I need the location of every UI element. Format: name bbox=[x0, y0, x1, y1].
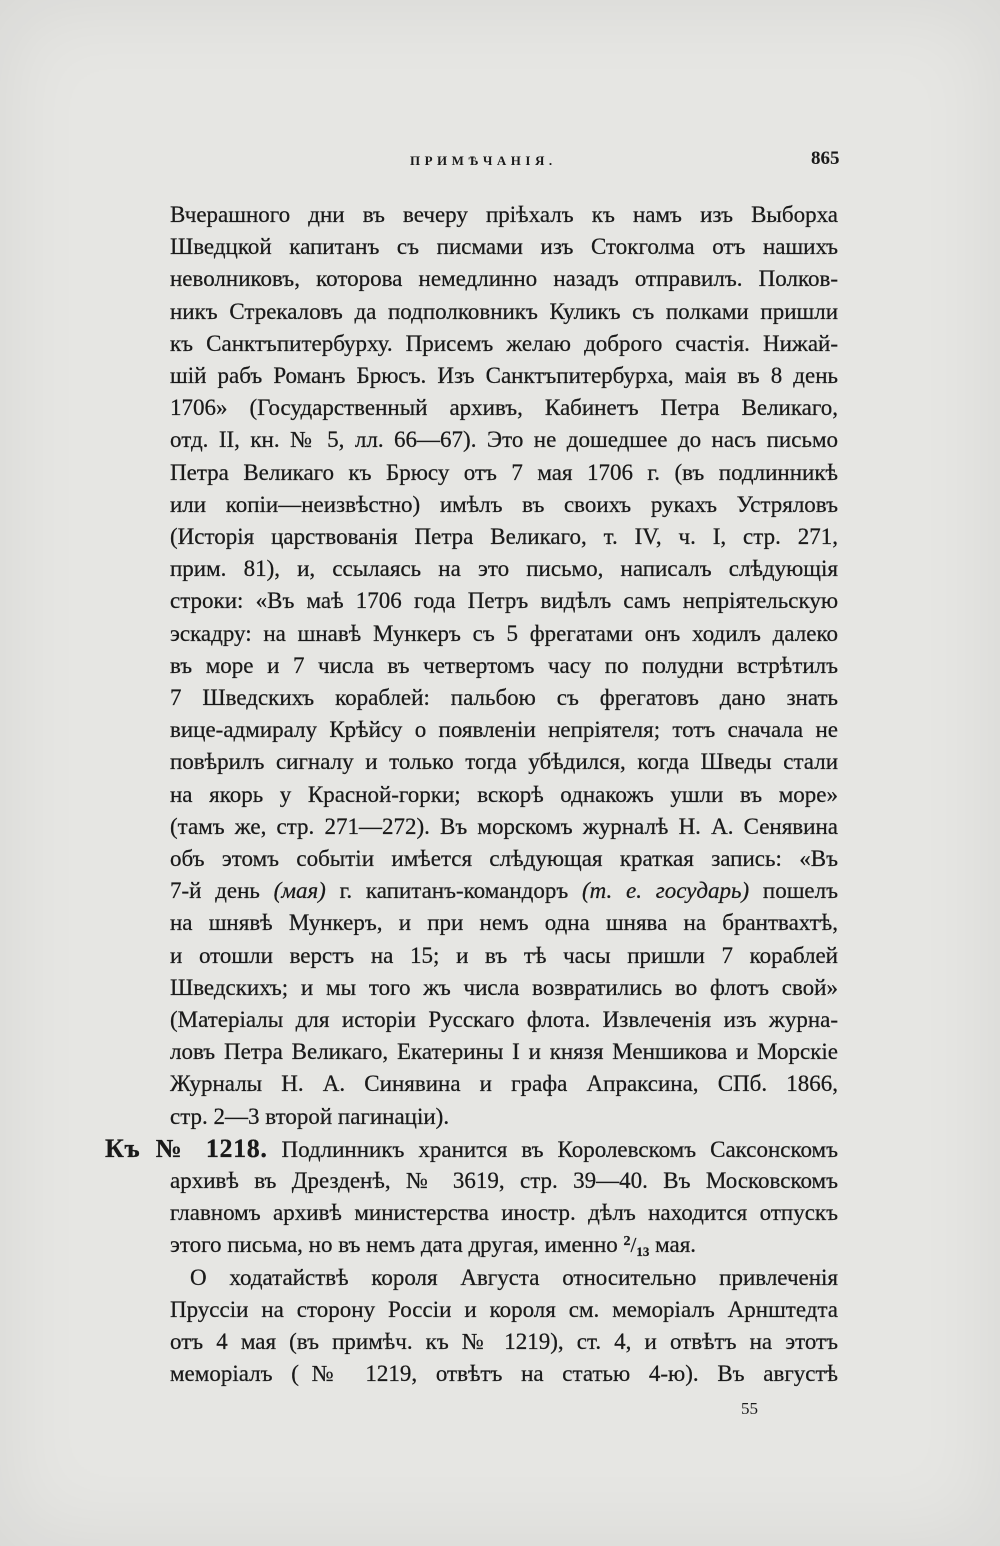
text-line bbox=[170, 843, 838, 875]
italic-text: (т. е. государь) bbox=[582, 878, 750, 904]
text-line bbox=[170, 972, 838, 1004]
line-text: (тамъ же, стр. 271—272). Въ морскомъ журналѣ Н. А. Сенявина bbox=[170, 813, 838, 839]
page-number: 865 bbox=[811, 148, 840, 169]
signature-mark: 55 bbox=[741, 1399, 758, 1418]
text-line bbox=[170, 1294, 838, 1326]
line-text: или копіи—неизвѣстно) имѣлъ въ своихъ рукахъ Устряловъ bbox=[170, 491, 838, 517]
line-text: вице-адмиралу Крѣйсу о появленіи непріятеля; тотъ сначала не bbox=[170, 717, 838, 743]
text-line bbox=[170, 457, 838, 489]
line-text: Шведскихъ; и мы того жъ числа возвратились во флотъ свой» bbox=[170, 974, 838, 1000]
text-line bbox=[170, 1068, 838, 1100]
line-text: главномъ архивѣ министерства иностр. дѣлъ находится отпускъ bbox=[170, 1200, 838, 1226]
text-line bbox=[170, 1101, 838, 1133]
line-text: строки: «Въ маѣ 1706 года Петръ видѣлъ самъ непріятельскую bbox=[170, 588, 838, 614]
text-line bbox=[170, 1165, 838, 1197]
text-line bbox=[170, 263, 838, 295]
text-line bbox=[170, 521, 838, 553]
line-text: неволниковъ, которова немедлинно назадъ отправилъ. Полков- bbox=[170, 266, 838, 292]
line-text: 1706» (Государственный архивъ, Кабинетъ Петра Великаго, bbox=[170, 395, 838, 421]
text-line bbox=[170, 199, 838, 231]
text-line bbox=[170, 714, 838, 746]
line-text: Подлинникъ хранится въ Королевскомъ Саксонскомъ bbox=[281, 1136, 838, 1162]
line-text: О ходатайствѣ короля Августа относительно привлеченія bbox=[190, 1264, 838, 1290]
line-text: прим. 81), и, ссылаясь на это письмо, написалъ слѣдующія bbox=[170, 556, 838, 582]
text-line bbox=[170, 875, 838, 907]
line-text: на шнявѣ Мункеръ, и при немъ одна шнява на брантвахтѣ, bbox=[170, 910, 838, 936]
text-line bbox=[170, 1004, 838, 1036]
line-text: архивѣ въ Дрезденѣ, № 3619, стр. 39—40. Въ Московскомъ bbox=[170, 1168, 838, 1193]
line-text: Журналы Н. А. Синявина и графа Апраксина, СПб. 1866, bbox=[170, 1071, 838, 1097]
fraction-numerator: 2 bbox=[623, 1234, 631, 1250]
line-text: мая. bbox=[649, 1232, 697, 1258]
line-text: никъ Стрекаловъ да подполковникъ Куликъ съ полками пришли bbox=[170, 298, 838, 324]
text-line bbox=[170, 779, 838, 811]
line-text: и отошли верстъ на 15; и въ тѣ часы пришли 7 кораблей bbox=[170, 942, 838, 968]
line-text: Пруссіи на сторону Россіи и короля см. меморіалъ Арнштедта bbox=[170, 1296, 838, 1322]
line-text: объ этомъ событіи имѣется слѣдующая краткая запись: «Въ bbox=[170, 846, 838, 871]
text-line bbox=[170, 907, 838, 939]
text-line bbox=[170, 1036, 838, 1068]
line-text: пошелъ bbox=[749, 878, 839, 904]
line-text: этого письма, но въ немъ дата другая, именно bbox=[170, 1232, 624, 1258]
text-line bbox=[170, 231, 838, 263]
text-line bbox=[170, 296, 838, 328]
line-text: меморіалъ (№ 1219, отвѣтъ на статью 4-ю). Въ августѣ bbox=[170, 1361, 838, 1387]
line-text: ловъ Петра Великаго, Екатерины I и князя Меншикова и Морскіе bbox=[170, 1039, 838, 1065]
text-line bbox=[190, 1262, 838, 1294]
text-line bbox=[170, 1358, 838, 1390]
line-text: (Исторія царствованія Петра Великаго, т. IV, ч. I, стр. 271, bbox=[170, 524, 838, 549]
text-line bbox=[105, 1133, 838, 1165]
line-text: отъ 4 мая (въ примѣч. къ № 1219), ст. 4, и отвѣтъ на этотъ bbox=[170, 1329, 838, 1354]
text-line bbox=[170, 360, 838, 392]
text-line bbox=[170, 1326, 838, 1358]
entry-heading: Къ № 1218. bbox=[105, 1133, 268, 1163]
line-text: стр. 2—3 второй пагинаціи). bbox=[170, 1103, 450, 1129]
fraction-denominator: 13 bbox=[636, 1244, 650, 1260]
line-text: 7-й день bbox=[170, 878, 274, 904]
line-text: 7 Шведскихъ кораблей: пальбою съ фрегатовъ дано знать bbox=[170, 685, 838, 710]
text-line bbox=[170, 1197, 838, 1229]
text-line bbox=[170, 424, 838, 456]
text-line bbox=[170, 553, 838, 585]
line-text: на якорь у Красной-горки; вскорѣ однакожъ ушли въ море» bbox=[170, 781, 838, 807]
line-text: г. капитанъ-командоръ bbox=[325, 878, 582, 904]
running-head-title: ПРИМѢЧАНІЯ. bbox=[410, 153, 557, 168]
line-text: Вчерашного дни въ вечеру пріѣхалъ къ намъ изъ Выборха bbox=[170, 202, 838, 227]
text-line bbox=[170, 1229, 838, 1261]
text-line bbox=[170, 682, 838, 714]
text-line bbox=[170, 811, 838, 843]
line-text: (Матеріалы для исторіи Русскаго флота. Извлеченія изъ журна- bbox=[170, 1007, 838, 1032]
line-text: отд. II, кн. № 5, лл. 66—67). Это не дошедшее до насъ письмо bbox=[170, 427, 838, 453]
line-text: повѣрилъ сигналу и только тогда убѣдился, когда Шведы стали bbox=[170, 749, 838, 775]
text-line bbox=[170, 392, 838, 424]
line-text: Шведцкой капитанъ съ писмами изъ Стокголма отъ нашихъ bbox=[170, 234, 838, 260]
line-text: въ море и 7 числа въ четвертомъ часу по полудни встрѣтилъ bbox=[170, 652, 838, 678]
fraction bbox=[623, 1232, 650, 1260]
text-line bbox=[170, 328, 838, 360]
line-text: шій рабъ Романъ Брюсъ. Изъ Санктъпитербурха, маія въ 8 день bbox=[170, 363, 838, 388]
text-line bbox=[170, 489, 838, 521]
text-line bbox=[170, 585, 838, 617]
text-line bbox=[170, 650, 838, 682]
italic-text: (мая) bbox=[273, 878, 326, 904]
text-line bbox=[170, 618, 838, 650]
text-line bbox=[170, 746, 838, 778]
line-text: эскадру: на шнавѣ Мункеръ съ 5 фрегатами онъ ходилъ далеко bbox=[170, 620, 838, 646]
line-text: къ Санктъпитербурху. Присемъ желаю доброго счастія. Нижай- bbox=[170, 330, 838, 356]
line-text: Петра Великаго къ Брюсу отъ 7 мая 1706 г. (въ подлинникѣ bbox=[170, 459, 838, 485]
fraction-slash: / bbox=[630, 1233, 637, 1258]
text-line bbox=[170, 940, 838, 972]
